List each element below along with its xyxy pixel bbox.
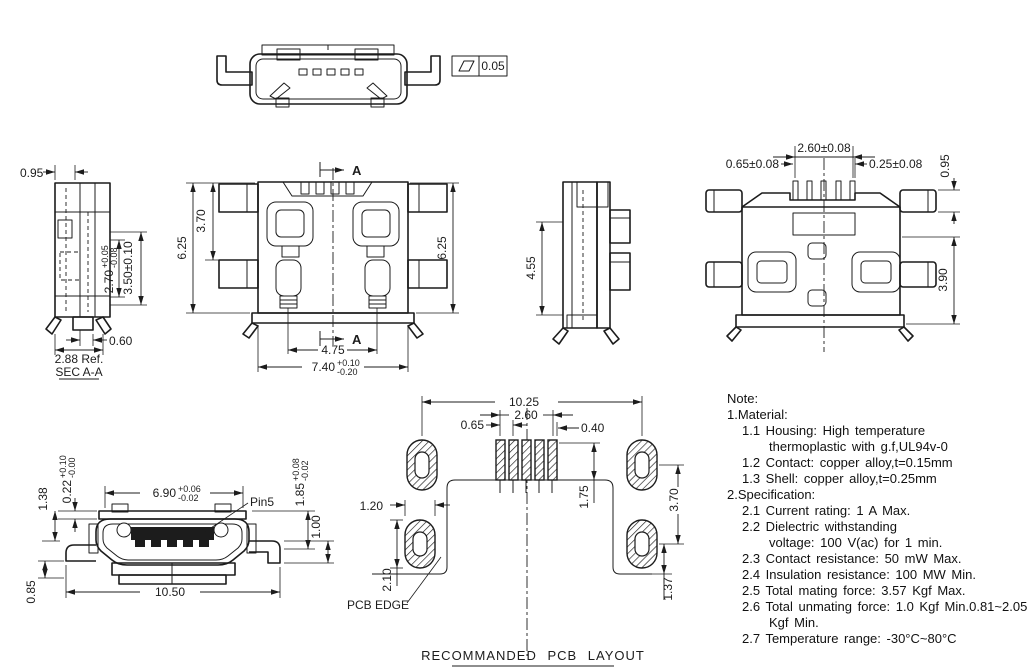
latch-mark bbox=[367, 83, 387, 99]
shield-clamp bbox=[852, 252, 900, 292]
notch bbox=[117, 523, 131, 537]
pin5-label: Pin5 bbox=[250, 495, 275, 509]
foot bbox=[553, 328, 568, 344]
foot bbox=[408, 323, 423, 338]
dim-0-60: 0.60 bbox=[109, 334, 133, 348]
shell-inner-outline bbox=[256, 59, 401, 99]
foot bbox=[604, 328, 619, 344]
mount-pad-oval bbox=[627, 440, 657, 490]
dim-0-65: 0.65±0.08 bbox=[725, 157, 779, 171]
dim-10-25: 10.25 bbox=[508, 395, 540, 409]
note-line: 2.5 Total mating force: 3.57 Kgf Max. bbox=[742, 583, 966, 598]
mount-pad-oval bbox=[627, 520, 657, 568]
note-line: 1.Material: bbox=[727, 407, 788, 422]
lead bbox=[706, 262, 742, 287]
dim-0-22 bbox=[58, 455, 77, 503]
svg-text:+0.10: +0.10 bbox=[58, 455, 68, 478]
dim-0-65-pcb: 0.65 bbox=[460, 418, 484, 432]
note-line: 2.7 Temperature range: -30°C~80°C bbox=[742, 631, 957, 646]
left-lead bbox=[217, 56, 252, 85]
right-lead bbox=[405, 56, 440, 85]
dim-2-88-ref: 2.88 Ref. bbox=[54, 352, 104, 366]
note-line: voltage: 100 V(ac) for 1 min. bbox=[769, 535, 943, 550]
svg-text:-0.08: -0.08 bbox=[109, 247, 119, 268]
dim-2-10: 2.10 bbox=[380, 568, 394, 592]
svg-text:-0.02: -0.02 bbox=[178, 493, 199, 503]
dim-4-75: 4.75 bbox=[321, 343, 345, 357]
signal-pads bbox=[496, 440, 557, 493]
foot bbox=[243, 323, 258, 338]
side-pad bbox=[219, 184, 258, 212]
dim-1-37: 1.37 bbox=[661, 577, 675, 601]
dim-0-85: 0.85 bbox=[24, 580, 38, 604]
spring-contact bbox=[808, 290, 826, 306]
body-outline bbox=[563, 182, 597, 328]
note-line: 2.Specification: bbox=[727, 487, 816, 502]
dim-6-90 bbox=[153, 484, 201, 503]
dim-4-55: 4.55 bbox=[524, 256, 538, 280]
svg-text:+0.05: +0.05 bbox=[100, 245, 110, 268]
rear-view bbox=[706, 141, 960, 352]
dim-3-70-pcb: 3.70 bbox=[667, 488, 681, 512]
svg-text:7.40: 7.40 bbox=[311, 360, 335, 374]
dim-3-90: 3.90 bbox=[936, 268, 950, 292]
dim-7-40 bbox=[312, 358, 360, 377]
svg-text:+0.10: +0.10 bbox=[337, 358, 360, 368]
dim-0-25: 0.25±0.08 bbox=[869, 157, 923, 171]
dim-2-60-pcb: 2.60 bbox=[514, 408, 538, 422]
top-view bbox=[217, 45, 507, 107]
pcb-layout-caption: RECOMMANDED PCB LAYOUT bbox=[421, 648, 645, 663]
dim-1-85 bbox=[291, 458, 310, 506]
dim-0-95: 0.95 bbox=[20, 166, 44, 180]
shield-clamp bbox=[267, 202, 313, 257]
note-line: 2.1 Current rating: 1 A Max. bbox=[742, 503, 911, 518]
dim-0-40: 0.40 bbox=[581, 421, 605, 435]
dim-1-75: 1.75 bbox=[577, 485, 591, 509]
svg-text:-0.02: -0.02 bbox=[300, 460, 310, 481]
lead bbox=[706, 190, 742, 212]
dim-10-50: 10.50 bbox=[154, 585, 186, 599]
dim-1-38: 1.38 bbox=[36, 487, 50, 511]
mount-pad-oval bbox=[407, 440, 437, 490]
contact-comb bbox=[131, 527, 214, 547]
contact-post bbox=[276, 260, 301, 308]
dim-6-25-right: 6.25 bbox=[435, 236, 449, 260]
right-foot bbox=[249, 541, 280, 563]
shield-clamp bbox=[353, 202, 399, 257]
notes-block bbox=[727, 391, 1029, 647]
mount-pad-oval bbox=[405, 520, 435, 568]
side-pad bbox=[219, 260, 258, 288]
flatness-value: 0.05 bbox=[481, 59, 505, 73]
side-view bbox=[524, 182, 630, 344]
latch-mark bbox=[270, 83, 290, 99]
section-letter: A bbox=[352, 332, 362, 347]
svg-text:-0.00: -0.00 bbox=[67, 457, 77, 478]
svg-text:2.70: 2.70 bbox=[102, 270, 116, 294]
svg-text:6.90: 6.90 bbox=[152, 486, 176, 500]
solder-pads bbox=[299, 69, 363, 75]
svg-text:-0.20: -0.20 bbox=[337, 367, 358, 377]
contact-post bbox=[365, 260, 390, 308]
dim-1-20: 1.20 bbox=[359, 499, 383, 513]
dim-2-60: 2.60±0.08 bbox=[797, 141, 851, 155]
shield-clamp bbox=[748, 252, 796, 292]
foot bbox=[727, 327, 741, 341]
spring-contact bbox=[808, 243, 826, 259]
flatness-symbol-icon bbox=[459, 61, 474, 71]
dim-6-25-left: 6.25 bbox=[175, 236, 189, 260]
pcb-edge-label: PCB EDGE bbox=[347, 598, 410, 612]
svg-text:+0.06: +0.06 bbox=[178, 484, 201, 494]
note-line: 1.2 Contact: copper alloy,t=0.15mm bbox=[742, 455, 953, 470]
front-view bbox=[24, 455, 334, 603]
pcb-layout-view bbox=[347, 395, 684, 666]
note-line: Kgf Min. bbox=[769, 615, 819, 630]
note-line: 1.1 Housing: High temperature bbox=[742, 423, 926, 438]
section-letter: A bbox=[352, 163, 362, 178]
note-line: thermoplastic with g.f,UL94v-0 bbox=[769, 439, 948, 454]
dim-3-70: 3.70 bbox=[194, 209, 208, 233]
note-line: 2.3 Contact resistance: 50 mW Max. bbox=[742, 551, 962, 566]
svg-text:0.22: 0.22 bbox=[60, 480, 74, 504]
sec-aa-view bbox=[20, 165, 147, 379]
center-stub bbox=[73, 317, 93, 330]
side-pad bbox=[408, 260, 447, 288]
note-line: 2.2 Dielectric withstanding bbox=[742, 519, 898, 534]
section-arrow-top bbox=[320, 162, 362, 178]
skirt bbox=[736, 315, 904, 327]
dim-3-50: 3.50±0.10 bbox=[121, 241, 135, 295]
foot bbox=[96, 317, 111, 334]
note-line: 2.6 Total unmating force: 1.0 Kgf Min.0.81~2.05 bbox=[742, 599, 1028, 614]
svg-text:+0.08: +0.08 bbox=[291, 458, 301, 481]
svg-text:1.85: 1.85 bbox=[293, 483, 307, 507]
notch bbox=[214, 523, 228, 537]
shell-outline bbox=[250, 54, 407, 104]
lead bbox=[900, 190, 936, 212]
dim-1-00: 1.00 bbox=[309, 515, 323, 539]
lead bbox=[900, 262, 936, 287]
foot bbox=[899, 327, 913, 341]
flatness-callout bbox=[452, 56, 507, 76]
bottom-view bbox=[175, 162, 459, 377]
section-label: SEC A-A bbox=[55, 365, 103, 379]
note-line: Note: bbox=[727, 391, 759, 406]
note-line: 2.4 Insulation resistance: 100 MW Min. bbox=[742, 567, 976, 582]
side-pad bbox=[408, 184, 447, 212]
foot bbox=[46, 317, 61, 334]
note-line: 1.3 Shell: copper alloy,t=0.25mm bbox=[742, 471, 937, 486]
dim-0-95-rear: 0.95 bbox=[938, 154, 952, 178]
